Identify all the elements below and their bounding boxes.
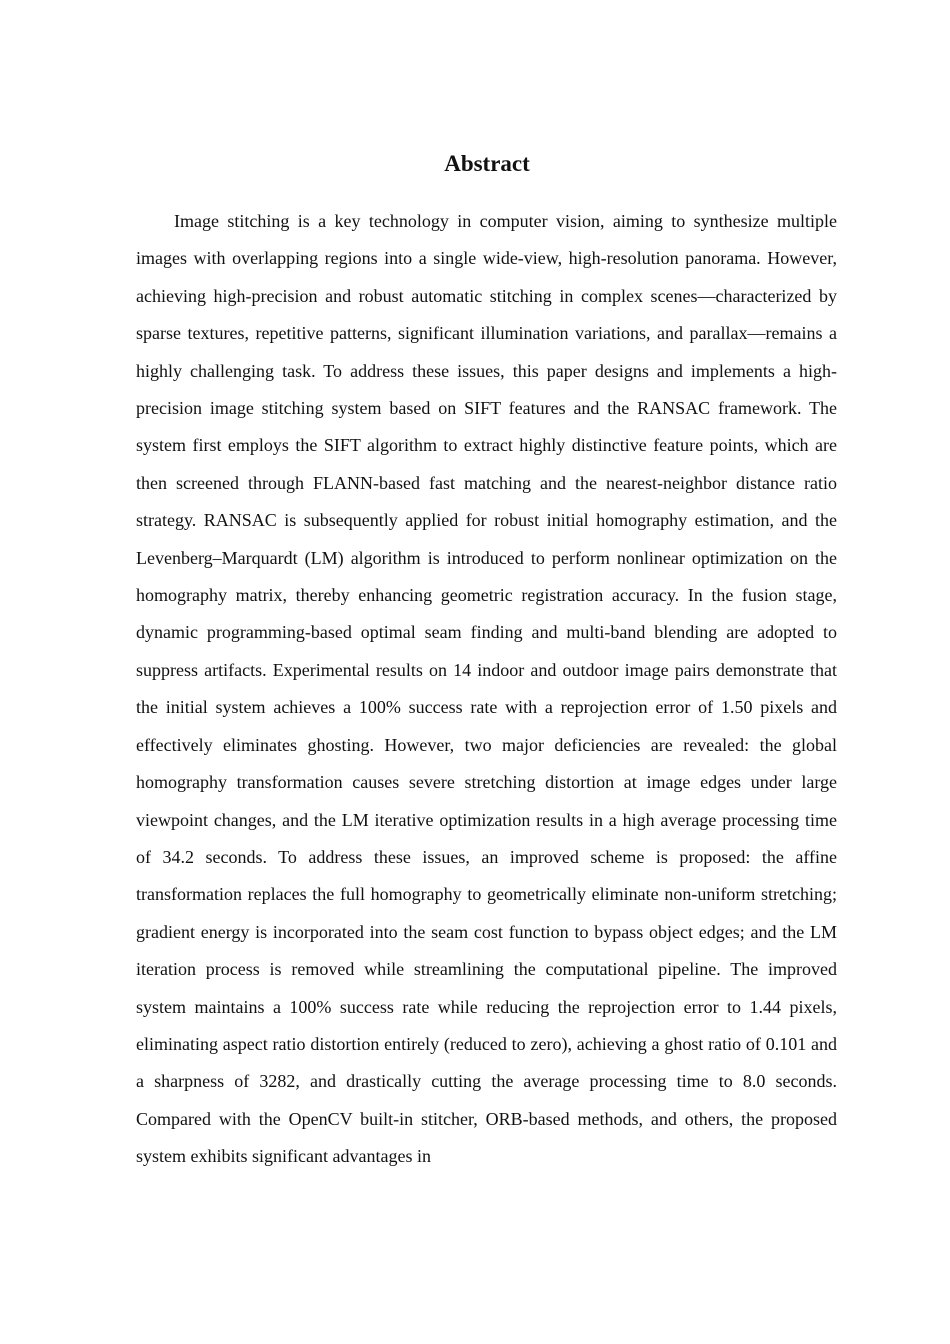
abstract-paragraph: Image stitching is a key technology in computer vision, aiming to synthesize multiple images with overlapping regions into a single wide-view, high-resolution panorama. However, achieving high-precision and robust automatic stitching in complex scenes—characterized by sparse textures, repetitive patterns, significant illumination variations, and parallax—remains a highly challenging task. To address these issues, this paper designs and implements a high-precision image stitching system based on SIFT features and the RANSAC framework. The system first employs the SIFT algorithm to extract highly distinctive feature points, which are then screened through FLANN-based fast matching and the nearest-neighbor distance ratio strategy. RANSAC is subsequently applied for robust initial homography estimation, and the Levenberg–Marquardt (LM) algorithm is introduced to perform nonlinear optimization on the homography matrix, thereby enhancing geometric registration accuracy. In the fusion stage, dynamic programming-based optimal seam finding and multi-band blending are adopted to suppress artifacts. Experimental results on 14 indoor and outdoor image pairs demonstrate that the initial system achieves a 100% success rate with a reprojection error of 1.50 pixels and effectively eliminates ghosting. However, two major deficiencies are revealed: the global homography transformation causes severe stretching distortion at image edges under large viewpoint changes, and the LM iterative optimization results in a high average processing time of 34.2 seconds. To address these issues, an improved scheme is proposed: the affine transformation replaces the full homography to geometrically eliminate non-uniform stretching; gradient energy is incorporated into the seam cost function to bypass object edges; and the LM iteration process is removed while streamlining the computational pipeline. The improved system maintains a 100% success rate while reducing the reprojection error to 1.44 pixels, eliminating aspect ratio distortion entirely (reduced to zero), achieving a ghost ratio of 0.101 and a sharpness of 3282, and drastically cutting the average processing time to 8.0 seconds. Compared with the OpenCV built-in stitcher, ORB-based methods, and others, the proposed system exhibits significant advantages in — [136, 211, 837, 1167]
abstract-heading: Abstract — [444, 151, 530, 176]
